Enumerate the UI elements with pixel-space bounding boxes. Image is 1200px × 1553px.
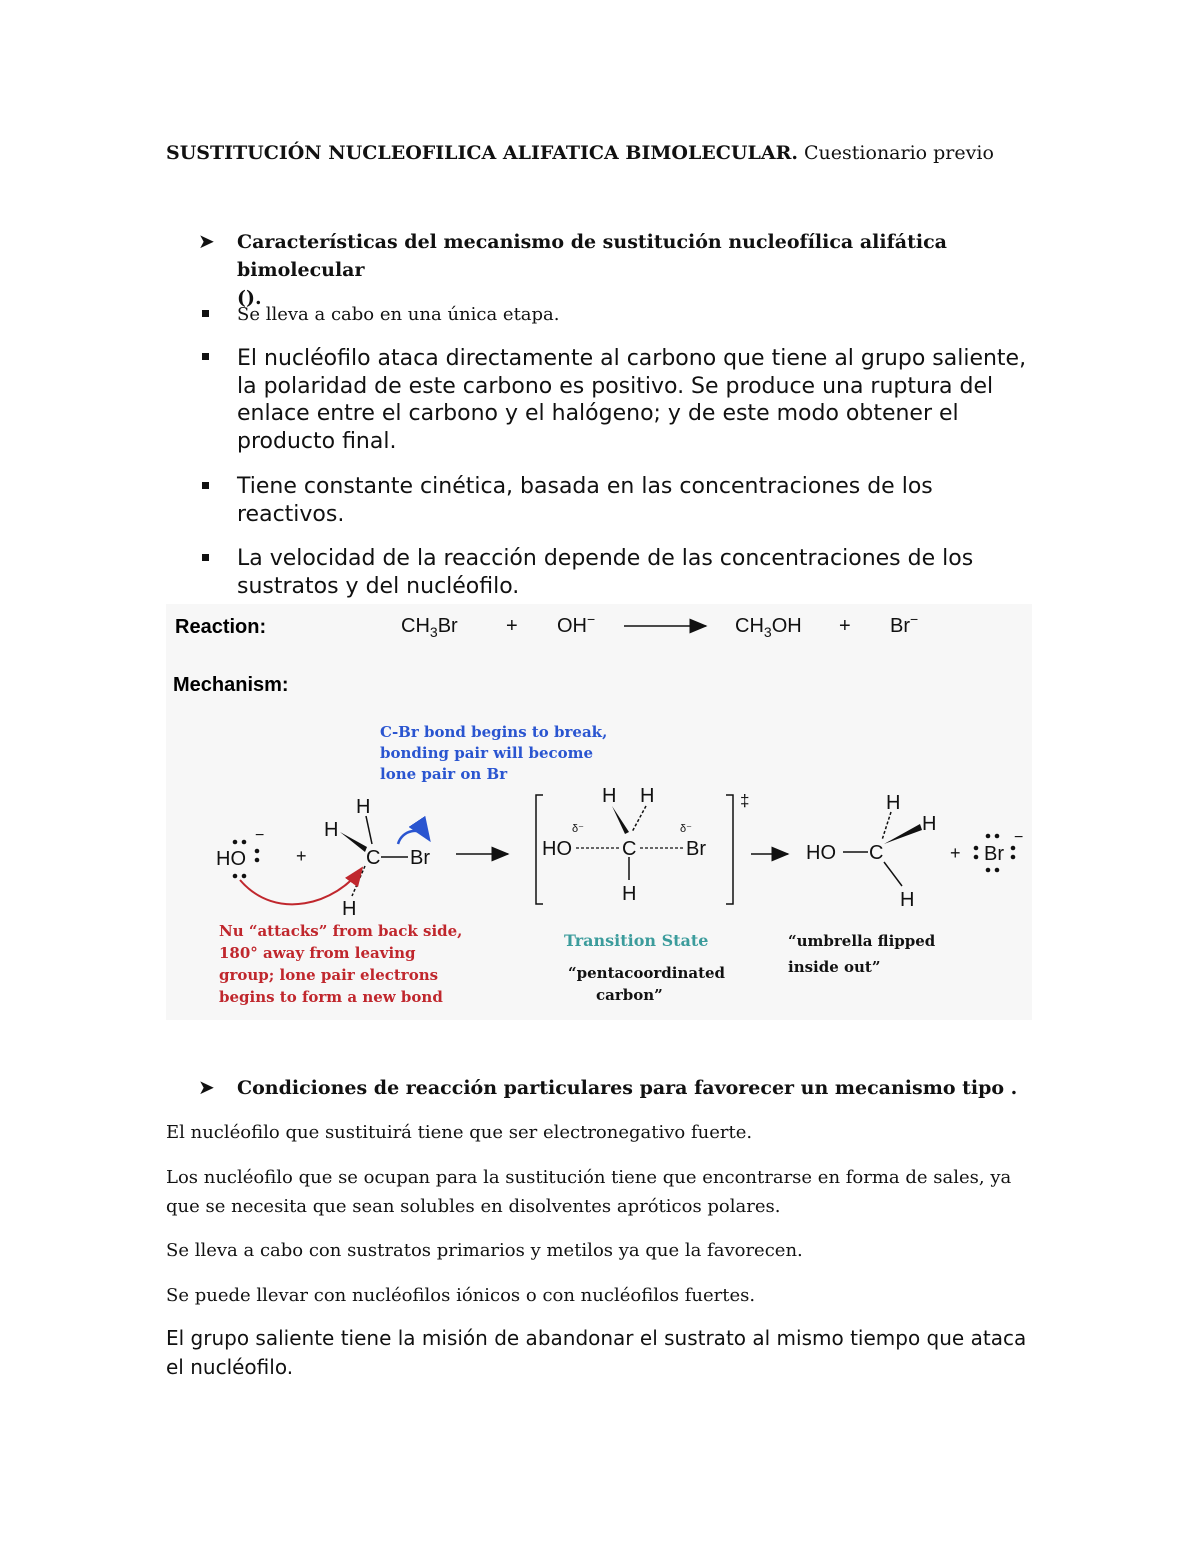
dagger-symbol: ‡ [740,791,750,810]
red-note-line: 180° away from leaving [219,944,416,962]
blue-note-line: bonding pair will become [380,744,594,762]
atom-br: Br [686,838,706,860]
ts-note-line: “pentacoordinated [568,964,726,982]
charge-minus: − [1014,829,1024,846]
product-ch3oh: $CH_3OH$ [735,615,802,640]
section1-heading-line2: (). [237,287,262,309]
atom-h: H [640,785,655,807]
atom-br: Br [410,847,430,869]
atom-c: C [622,838,637,860]
atom-h: H [900,889,915,911]
atom-h: H [622,883,637,905]
plus-sign: + [506,615,518,637]
plus-sign: + [296,846,307,866]
page-title [166,142,1066,164]
product-br: Br− [890,611,919,637]
partial-charge: δ⁻ [680,823,692,835]
title-rest: Cuestionario previo [797,142,994,164]
square-bullet-icon [202,482,209,489]
paragraph-5: El grupo saliente tiene la misión de abandonar el sustrato al mismo tiempo que ataca el nucléofilo. [166,1326,1027,1379]
blue-note-line: lone pair on Br [380,765,508,783]
red-note-line: group; lone pair electrons [219,966,439,984]
umbrella-note-line: “umbrella flipped [788,932,936,950]
ts-note-line: carbon” [596,986,663,1004]
square-bullet-icon [202,554,209,561]
bullet-1: Se lleva a cabo en una única etapa. [237,304,560,325]
red-note-line: Nu “attacks” from back side, [219,922,463,940]
bromide-br: Br [984,843,1004,865]
section2-heading: Condiciones de reacción particulares para favorecer un mecanismo tipo . [237,1077,1018,1099]
bullet-3: Tiene constante cinética, basada en las concentraciones de los reactivos. [237,474,933,527]
atom-c: C [366,847,381,869]
arrow-bullet-icon: ➤ [198,1077,215,1099]
bullet-2: El nucléofilo ataca directamente al carbono que tiene al grupo saliente, la polaridad de este carbono es positivo. Se produce una ruptura del enlace entre el carbono y el halógeno; y de este modo obtener el producto final. [237,346,1027,454]
plus-sign: + [839,615,851,637]
hydroxide-ho: HO [216,848,246,870]
atom-h: H [602,785,617,807]
section1-heading [237,228,1037,312]
atom-h: H [356,796,371,818]
paragraph-3: Se lleva a cabo con sustratos primarios y metilos ya que la favorecen. [166,1240,803,1261]
plus-sign: + [950,843,961,863]
reaction-label: Reaction: [175,616,267,638]
section1-heading-line1: Características del mecanismo de sustitución nucleofílica alifática bimolecular [237,231,947,281]
paragraph-1: El nucléofilo que sustituirá tiene que ser electronegativo fuerte. [166,1122,753,1143]
umbrella-note-line: inside out” [788,958,881,976]
paragraph-4: Se puede llevar con nucléofilos iónicos o con nucléofilos fuertes. [166,1285,756,1306]
bullet-4: La velocidad de la reacción depende de las concentraciones de los sustratos y del nucléofilo. [237,546,974,599]
title-bold: SUSTITUCIÓN NUCLEOFILICA ALIFATICA BIMOLECULAR. [166,142,798,164]
atom-h: H [342,898,357,920]
ts-ho: HO [542,838,572,860]
product-ho: HO [806,842,836,864]
atom-h: H [922,813,937,835]
atom-h: H [886,792,901,814]
charge-minus: − [255,827,265,844]
atom-c: C [869,842,884,864]
atom-h: H [324,819,339,841]
sn2-mechanism-diagram [166,604,1032,1020]
paragraph-2: Los nucléofilo que se ocupan para la sustitución tiene que encontrarse en forma de sales, ya que se necesita que sean solubles en disolventes apróticos polares. [166,1167,1012,1217]
partial-charge: δ⁻ [572,823,584,835]
red-note-line: begins to form a new bond [219,988,443,1006]
arrow-bullet-icon: ➤ [198,231,215,253]
mechanism-label: Mechanism: [173,674,289,696]
reactant-ch3br: $CH_3Br$ [401,615,458,640]
blue-note-line: C-Br bond begins to break, [380,723,608,741]
transition-state-label: Transition State [564,931,709,950]
square-bullet-icon [202,353,209,360]
reactant-oh: OH− [557,611,596,637]
square-bullet-icon [202,310,209,317]
